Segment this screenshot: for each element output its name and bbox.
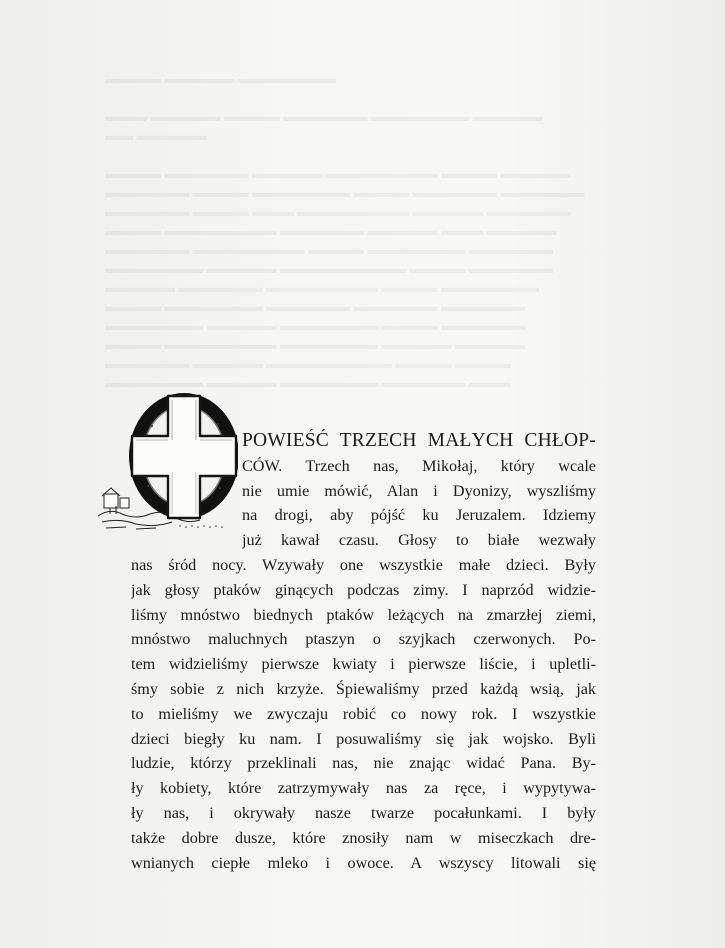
text-line: jak głosy ptaków ginących podczas zimy. I naprzód widzie-: [131, 580, 596, 599]
text-line: POWIEŚĆ TRZECH MAŁYCH CHŁOP-: [242, 430, 596, 451]
text-line: tem widzieliśmy pierwsze kwiaty i pierwsze liście, i upletli-: [131, 655, 596, 674]
text-line: liśmy mnóstwo biednych ptaków leżących na zmarzłej ziemi,: [131, 605, 596, 624]
text-line: CÓW. Trzech nas, Mikołaj, który wcale: [242, 456, 596, 475]
show-through-texture: [105, 70, 605, 393]
text-line: ludzie, którzy przeklinali nas, nie znając widać Pana. By-: [131, 754, 596, 773]
text-line: nas śród nocy. Wzywały one wszystkie małe dzieci. Były: [131, 555, 596, 574]
text-line: już kawał czasu. Głosy to białe wezwały: [242, 531, 596, 550]
text-line: mnóstwo maluchnych ptaszyn o szyjkach czerwonych. Po-: [131, 630, 596, 649]
text-line: dzieci biegły ku nam. I posuwaliśmy się jak wojsko. Byli: [131, 729, 596, 748]
chapter-body-text: [131, 429, 596, 875]
text-line: na drogi, aby pójść ku Jeruzalem. Idziemy: [242, 506, 596, 525]
text-line: to mieliśmy we zwyczaju robić co nowy rok. I wszystkie: [131, 704, 596, 723]
text-line: nie umie mówić, Alan i Dyonizy, wyszliśmy: [242, 481, 596, 500]
text-line: ły kobiety, które zatrzymywały nas za ręce, i wypytywa-: [131, 779, 596, 798]
text-line: ły nas, i okrywały nasze twarze pocałunkami. I były: [131, 803, 596, 822]
text-line: wnianych ciepłe mleko i owoce. A wszyscy litowali się: [131, 853, 596, 872]
text-line: śmy sobie z nich krzyże. Śpiewaliśmy przed każdą wsią, jak: [131, 679, 596, 698]
text-line: także dobre dusze, które znosiły nam w miseczkach dre-: [131, 828, 596, 847]
